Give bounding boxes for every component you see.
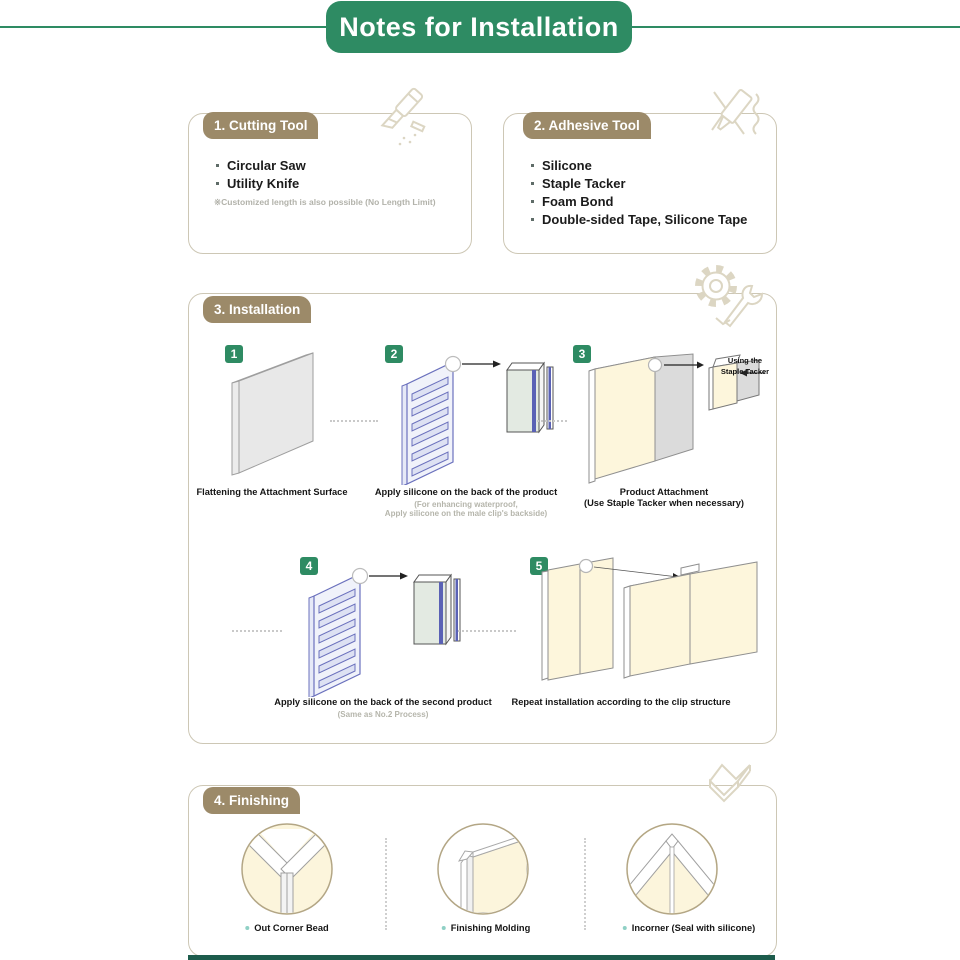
bullet-dot <box>531 164 534 167</box>
list-item <box>531 156 747 174</box>
step-1-number: 1 <box>225 345 243 363</box>
step-3-caption-1: Product Attachment <box>619 487 709 497</box>
step-1-diagram <box>225 345 320 485</box>
finishing-caption-3 <box>623 923 755 933</box>
dotted-guide <box>330 420 378 422</box>
step-3-caption-2: (Use Staple Tacker when necessary) <box>583 498 745 508</box>
step-2-diagram <box>385 350 575 485</box>
cutting-note: ※Customized length is also possible (No Length Limit) <box>214 197 436 207</box>
dotted-divider <box>385 838 387 930</box>
finishing-caption-label: Finishing Molding <box>450 923 531 933</box>
bullet-dot <box>245 926 249 930</box>
adhesive-tool-list <box>531 156 747 228</box>
list-item-label: Utility Knife <box>227 175 300 191</box>
finishing-caption-2 <box>442 923 531 933</box>
cutting-tool-list <box>216 156 306 192</box>
list-item-label: Circular Saw <box>227 157 306 173</box>
caulk-gun-icon <box>700 84 766 150</box>
adhesive-tool-badge: 2. Adhesive Tool <box>523 112 651 139</box>
step-3-number: 3 <box>573 345 591 363</box>
footer-accent-bar <box>188 955 775 960</box>
step-2-caption: Apply silicone on the back of the product <box>374 487 558 497</box>
gear-wrench-icon <box>686 260 766 330</box>
cutting-tool-badge: 1. Cutting Tool <box>203 112 318 139</box>
step-4-number: 4 <box>300 557 318 575</box>
bullet-dot <box>623 926 627 930</box>
step-5-caption: Repeat installation according to the clip structure <box>511 697 731 707</box>
bullet-dot <box>531 182 534 185</box>
list-item-label: Silicone <box>542 157 592 173</box>
dotted-guide <box>458 630 516 632</box>
finishing-molding-diagram <box>437 823 529 915</box>
bullet-dot <box>531 200 534 203</box>
step-4-caption: Apply silicone on the back of the second product <box>274 697 492 707</box>
dotted-guide <box>537 420 567 422</box>
bullet-dot <box>442 926 446 930</box>
step-3-annotation-line1: Using the <box>727 356 763 365</box>
list-item <box>216 156 306 174</box>
dotted-divider <box>584 838 586 930</box>
step-2-number: 2 <box>385 345 403 363</box>
finishing-caption-label: Incorner (Seal with silicone) <box>631 923 756 933</box>
finishing-caption-label: Out Corner Bead <box>254 923 329 933</box>
dotted-guide <box>232 630 282 632</box>
step-2-subcaption-2: Apply silicone on the male clip's backside) <box>384 509 548 518</box>
step-2-subcaption-1: (For enhancing waterproof, <box>414 500 518 509</box>
utility-knife-icon <box>368 86 436 152</box>
corner-molding-icon <box>698 753 758 817</box>
list-item <box>531 192 747 210</box>
list-item-label: Double-sided Tape, Silicone Tape <box>542 211 748 227</box>
installation-badge: 3. Installation <box>203 296 311 323</box>
bullet-dot <box>216 164 219 167</box>
finishing-caption-1 <box>245 923 328 933</box>
incorner-diagram <box>626 823 718 915</box>
list-item <box>531 210 747 228</box>
bullet-dot <box>216 182 219 185</box>
out-corner-bead-diagram <box>241 823 333 915</box>
bullet-dot <box>531 218 534 221</box>
finishing-badge: 4. Finishing <box>203 787 300 814</box>
list-item <box>216 174 306 192</box>
list-item-label: Staple Tacker <box>542 175 626 191</box>
step-1-caption: Flattening the Attachment Surface <box>196 487 348 497</box>
step-5-number: 5 <box>530 557 548 575</box>
step-4-subcaption: (Same as No.2 Process) <box>337 710 429 719</box>
step-4-diagram <box>292 562 482 697</box>
page-title: Notes for Installation <box>326 1 632 53</box>
step-5-diagram <box>530 556 775 696</box>
list-item-label: Foam Bond <box>542 193 614 209</box>
list-item <box>531 174 747 192</box>
step-3-annotation-line2: Staple Tacker <box>720 367 770 376</box>
